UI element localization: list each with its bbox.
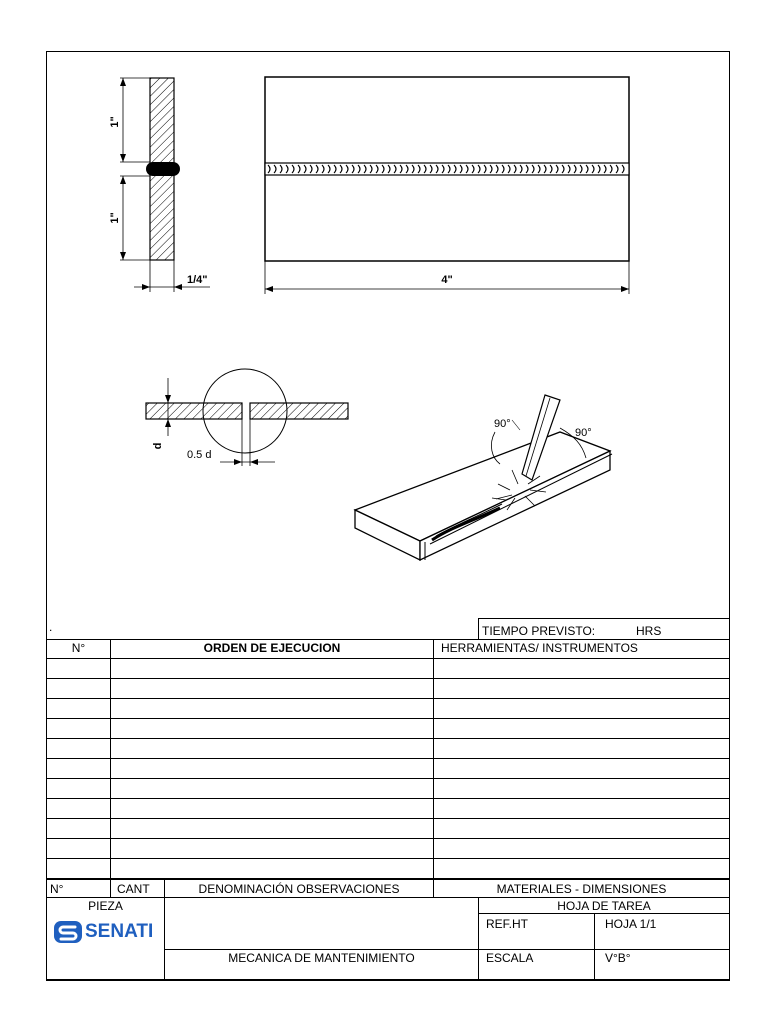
logo-text: SENATI xyxy=(85,921,154,942)
hoja-label: HOJA 1/1 xyxy=(594,913,730,950)
footer-materiales: MATERIALES - DIMENSIONES xyxy=(433,878,730,898)
row-11-orden[interactable] xyxy=(110,858,434,880)
row-7-herr[interactable] xyxy=(433,778,730,799)
row-6-orden[interactable] xyxy=(110,758,434,779)
hoja-de-tarea-label: HOJA DE TAREA xyxy=(478,897,730,914)
mecanica-label: MECANICA DE MANTENIMIENTO xyxy=(164,949,479,981)
row-4-orden[interactable] xyxy=(110,718,434,739)
row-2-herr[interactable] xyxy=(433,678,730,699)
row-9-orden[interactable] xyxy=(110,818,434,839)
header-herramientas: HERRAMIENTAS/ INSTRUMENTOS xyxy=(433,639,730,659)
row-5-num[interactable] xyxy=(46,738,111,759)
row-6-num[interactable] xyxy=(46,758,111,779)
row-5-herr[interactable] xyxy=(433,738,730,759)
row-10-herr[interactable] xyxy=(433,838,730,859)
section-view xyxy=(109,78,210,292)
row-2-num[interactable] xyxy=(46,678,111,699)
tiempo-previsto xyxy=(478,618,730,640)
row-1-herr[interactable] xyxy=(433,658,730,679)
row-7-num[interactable] xyxy=(46,778,111,799)
row-3-orden[interactable] xyxy=(110,698,434,719)
row-1-num[interactable] xyxy=(46,658,111,679)
row-8-num[interactable] xyxy=(46,798,111,819)
senati-logo xyxy=(53,918,155,946)
tiempo-label: TIEMPO PREVISTO: xyxy=(482,624,596,638)
row-7-orden[interactable] xyxy=(110,778,434,799)
dim-d: d xyxy=(152,442,164,450)
dim-thickness: 1/4" xyxy=(187,274,208,286)
tiempo-unit: HRS xyxy=(636,624,662,638)
row-4-herr[interactable] xyxy=(433,718,730,739)
weld-bead xyxy=(146,162,180,176)
footer-num: N° xyxy=(46,878,111,898)
dim-top: 1" xyxy=(109,116,121,128)
title-blank xyxy=(164,897,479,950)
pieza-label: PIEZA xyxy=(46,897,165,914)
dim-length: 4" xyxy=(441,274,453,286)
joint-detail xyxy=(146,369,348,466)
row-8-herr[interactable] xyxy=(433,798,730,819)
escala-label: ESCALA xyxy=(478,949,595,981)
ref-label: REF.HT xyxy=(478,913,595,950)
row-5-orden[interactable] xyxy=(110,738,434,759)
row-10-num[interactable] xyxy=(46,838,111,859)
header-orden: ORDEN DE EJECUCION xyxy=(110,639,434,659)
row-3-num[interactable] xyxy=(46,698,111,719)
dot-text: . xyxy=(49,620,53,634)
plan-view xyxy=(265,77,629,294)
footer-denominacion: DENOMINACIÓN OBSERVACIONES xyxy=(164,878,434,898)
vb-label: V°B° xyxy=(594,949,730,981)
note-dot xyxy=(46,619,478,640)
header-num: N° xyxy=(46,639,111,659)
row-8-orden[interactable] xyxy=(110,798,434,819)
angle-left: 90° xyxy=(494,418,511,430)
dim-bottom: 1" xyxy=(109,212,121,224)
isometric-view xyxy=(355,395,612,560)
row-11-num[interactable] xyxy=(46,858,111,880)
dim-gap: 0.5 d xyxy=(187,449,212,461)
footer-cant: CANT xyxy=(110,878,165,898)
row-1-orden[interactable] xyxy=(110,658,434,679)
row-9-num[interactable] xyxy=(46,818,111,839)
row-6-herr[interactable] xyxy=(433,758,730,779)
row-10-orden[interactable] xyxy=(110,838,434,859)
row-2-orden[interactable] xyxy=(110,678,434,699)
row-3-herr[interactable] xyxy=(433,698,730,719)
row-4-num[interactable] xyxy=(46,718,111,739)
angle-right: 90° xyxy=(575,427,592,439)
row-9-herr[interactable] xyxy=(433,818,730,839)
row-11-herr[interactable] xyxy=(433,858,730,880)
